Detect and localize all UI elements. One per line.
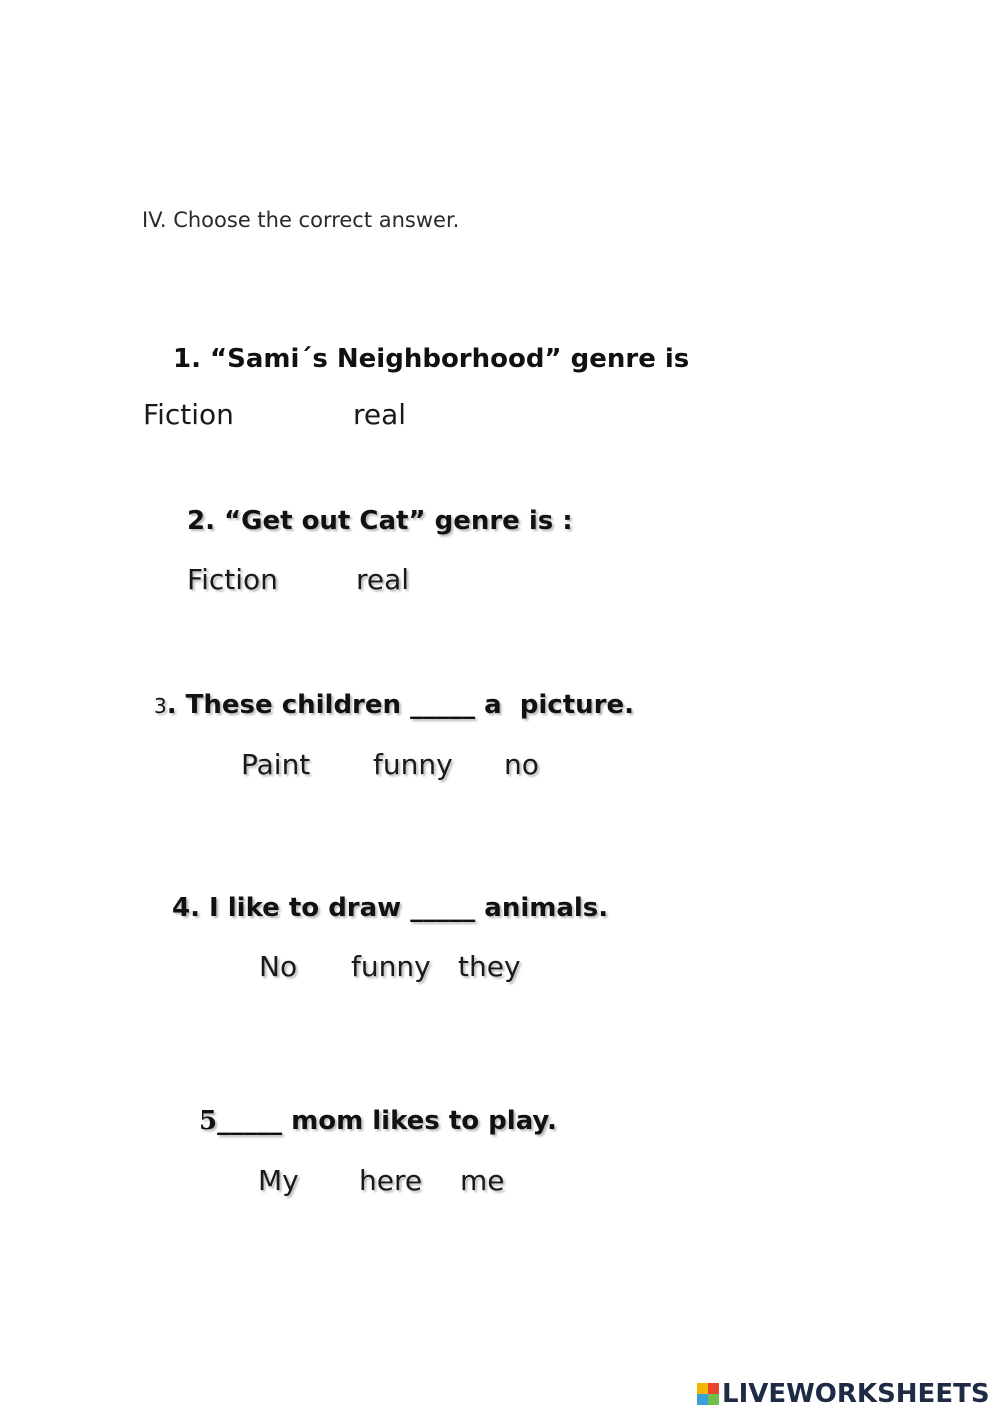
question-4-option-funny[interactable]: funny (351, 950, 431, 983)
question-3-option-paint[interactable]: Paint (241, 748, 311, 781)
question-3-option-no[interactable]: no (504, 748, 539, 781)
question-3-title (154, 690, 634, 720)
question-2-title: 2. “Get out Cat” genre is : (187, 506, 573, 536)
question-1-option-real[interactable]: real (353, 398, 407, 431)
question-4-title: 4. I like to draw _____ animals. (172, 893, 609, 923)
question-1-option-fiction[interactable]: Fiction (143, 398, 234, 431)
question-5-option-here[interactable]: here (359, 1164, 423, 1197)
logo-square-green (708, 1394, 719, 1405)
logo-text: LIVEWORKSHEETS (722, 1379, 990, 1409)
question-4-option-they[interactable]: they (458, 950, 521, 983)
question-3-text: . These children _____ a picture. (166, 690, 634, 720)
liveworksheets-logo-icon (697, 1383, 719, 1405)
liveworksheets-logo (697, 1378, 990, 1410)
question-3-option-funny[interactable]: funny (373, 748, 453, 781)
logo-square-blue (697, 1394, 708, 1405)
question-5-option-my[interactable]: My (258, 1164, 299, 1197)
question-4-option-no[interactable]: No (259, 950, 298, 983)
question-2-option-fiction[interactable]: Fiction (187, 563, 278, 596)
question-3-number: 3 (154, 694, 167, 718)
question-5-title (199, 1106, 557, 1136)
question-1-title: 1. “Sami´s Neighborhood” genre is (173, 344, 690, 374)
question-5-option-me[interactable]: me (460, 1164, 505, 1197)
logo-square-red (708, 1383, 719, 1394)
question-5-number: 5 (199, 1106, 218, 1136)
question-2-option-real[interactable]: real (356, 563, 410, 596)
logo-square-yellow (697, 1383, 708, 1394)
question-5-text: _____ mom likes to play. (217, 1106, 557, 1136)
instruction-text: IV. Choose the correct answer. (142, 208, 460, 232)
